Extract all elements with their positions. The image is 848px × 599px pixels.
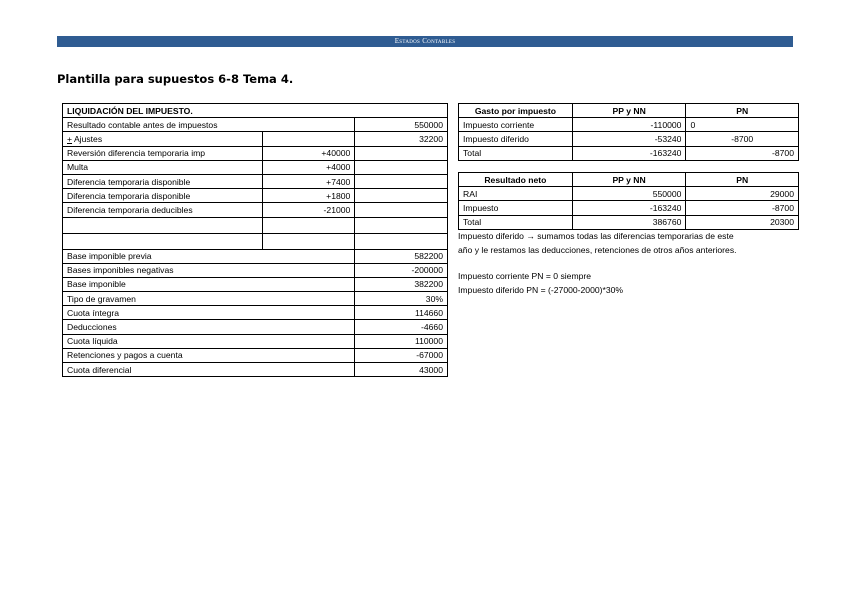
table-row bbox=[63, 363, 448, 377]
empty-cell bbox=[355, 174, 448, 188]
column-header: Resultado neto bbox=[459, 173, 573, 187]
empty-cell bbox=[355, 203, 448, 217]
ajustes-label: Ajustes bbox=[72, 133, 103, 144]
table-row bbox=[63, 306, 448, 320]
table-row bbox=[63, 334, 448, 348]
column-header: PP y NN bbox=[572, 173, 686, 187]
row-label: Impuesto diferido bbox=[459, 132, 573, 146]
row-label: Total bbox=[459, 215, 573, 229]
ppnn-value: -110000 bbox=[572, 118, 686, 132]
empty-cell bbox=[63, 233, 263, 249]
row-value: -200000 bbox=[355, 263, 448, 277]
row-value: 382200 bbox=[355, 277, 448, 291]
table-header-row bbox=[459, 173, 799, 187]
liquidacion-header: LIQUIDACIÓN DEL IMPUESTO. bbox=[63, 104, 448, 118]
table-row bbox=[459, 201, 799, 215]
table-row bbox=[63, 118, 448, 132]
empty-cell bbox=[355, 160, 448, 174]
row-label: Diferencia temporaria disponible bbox=[63, 174, 263, 188]
row-value: -4660 bbox=[355, 320, 448, 334]
row-label: Bases imponibles negativas bbox=[63, 263, 355, 277]
empty-cell bbox=[63, 217, 263, 233]
row-amount: -21000 bbox=[262, 203, 355, 217]
row-amount: +1800 bbox=[262, 189, 355, 203]
row-label: Deducciones bbox=[63, 320, 355, 334]
table-row bbox=[63, 104, 448, 118]
ppnn-value: -53240 bbox=[572, 132, 686, 146]
empty-cell bbox=[262, 233, 355, 249]
row-value: 43000 bbox=[355, 363, 448, 377]
row-label: Tipo de gravamen bbox=[63, 292, 355, 306]
empty-cell bbox=[262, 132, 355, 146]
row-value: 550000 bbox=[355, 118, 448, 132]
empty-cell bbox=[355, 217, 448, 233]
ppnn-value: 386760 bbox=[572, 215, 686, 229]
pn-value: 29000 bbox=[686, 187, 799, 201]
table-row bbox=[63, 203, 448, 217]
pn-value: -8700 bbox=[686, 132, 799, 146]
note-line: Impuesto diferido → sumamos todas las diferencias temporarias de este bbox=[458, 231, 734, 241]
table-row bbox=[63, 348, 448, 362]
pn-value: 0 bbox=[686, 118, 799, 132]
column-header: PN bbox=[686, 173, 799, 187]
table-row bbox=[63, 189, 448, 203]
table-row bbox=[459, 215, 799, 229]
row-label: Base imponible previa bbox=[63, 249, 355, 263]
table-row bbox=[63, 320, 448, 334]
table-row bbox=[63, 146, 448, 160]
row-value: 582200 bbox=[355, 249, 448, 263]
table-header-row bbox=[459, 104, 799, 118]
note-line: Impuesto diferido PN = (-27000-2000)*30% bbox=[458, 285, 624, 295]
table-row bbox=[63, 132, 448, 146]
table-row bbox=[63, 233, 448, 249]
row-label: Multa bbox=[63, 160, 263, 174]
resultado-neto-table bbox=[458, 172, 799, 230]
gasto-impuesto-table bbox=[458, 103, 799, 161]
empty-cell bbox=[355, 146, 448, 160]
row-label: Impuesto corriente bbox=[459, 118, 573, 132]
row-value: -67000 bbox=[355, 348, 448, 362]
row-value: 32200 bbox=[355, 132, 448, 146]
table-row bbox=[63, 277, 448, 291]
empty-cell bbox=[262, 217, 355, 233]
row-amount: +4000 bbox=[262, 160, 355, 174]
note-impuesto-diferido bbox=[458, 229, 737, 257]
row-label: Reversión diferencia temporaria imp bbox=[63, 146, 263, 160]
row-label bbox=[63, 132, 263, 146]
row-label: RAI bbox=[459, 187, 573, 201]
table-row bbox=[63, 292, 448, 306]
liquidacion-table bbox=[62, 103, 448, 377]
table-row bbox=[459, 146, 799, 160]
table-row bbox=[459, 132, 799, 146]
row-value: 110000 bbox=[355, 334, 448, 348]
pn-value: 20300 bbox=[686, 215, 799, 229]
ppnn-value: 550000 bbox=[572, 187, 686, 201]
row-label: Retenciones y pagos a cuenta bbox=[63, 348, 355, 362]
row-label: Base imponible bbox=[63, 277, 355, 291]
row-label: Total bbox=[459, 146, 573, 160]
row-label: Diferencia temporaria disponible bbox=[63, 189, 263, 203]
pn-value: -8700 bbox=[686, 201, 799, 215]
row-label: Cuota diferencial bbox=[63, 363, 355, 377]
column-header: PP y NN bbox=[572, 104, 686, 118]
note-line: año y le restamos las deducciones, retenciones de otros años anteriores. bbox=[458, 245, 737, 255]
plus-minus-sign: + bbox=[67, 133, 73, 144]
row-label: Resultado contable antes de impuestos bbox=[63, 118, 355, 132]
table-row bbox=[63, 217, 448, 233]
table-row bbox=[63, 249, 448, 263]
table-row bbox=[63, 174, 448, 188]
ppnn-value: -163240 bbox=[572, 146, 686, 160]
empty-cell bbox=[355, 233, 448, 249]
empty-cell bbox=[355, 189, 448, 203]
row-label: Cuota líquida bbox=[63, 334, 355, 348]
column-header: PN bbox=[686, 104, 799, 118]
note-formulas bbox=[458, 269, 623, 297]
note-line: Impuesto corriente PN = 0 siempre bbox=[458, 271, 592, 281]
document-header-banner: Estados Contables bbox=[57, 36, 793, 47]
table-row bbox=[63, 263, 448, 277]
ppnn-value: -163240 bbox=[572, 201, 686, 215]
row-value: 114660 bbox=[355, 306, 448, 320]
row-value: 30% bbox=[355, 292, 448, 306]
row-label: Diferencia temporaria deducibles bbox=[63, 203, 263, 217]
row-label: Impuesto bbox=[459, 201, 573, 215]
pn-value: -8700 bbox=[686, 146, 799, 160]
row-label: Cuota íntegra bbox=[63, 306, 355, 320]
table-row bbox=[459, 118, 799, 132]
row-amount: +40000 bbox=[262, 146, 355, 160]
column-header: Gasto por impuesto bbox=[459, 104, 573, 118]
table-row bbox=[63, 160, 448, 174]
page-title: Plantilla para supuestos 6-8 Tema 4. bbox=[57, 72, 294, 86]
table-row bbox=[459, 187, 799, 201]
row-amount: +7400 bbox=[262, 174, 355, 188]
